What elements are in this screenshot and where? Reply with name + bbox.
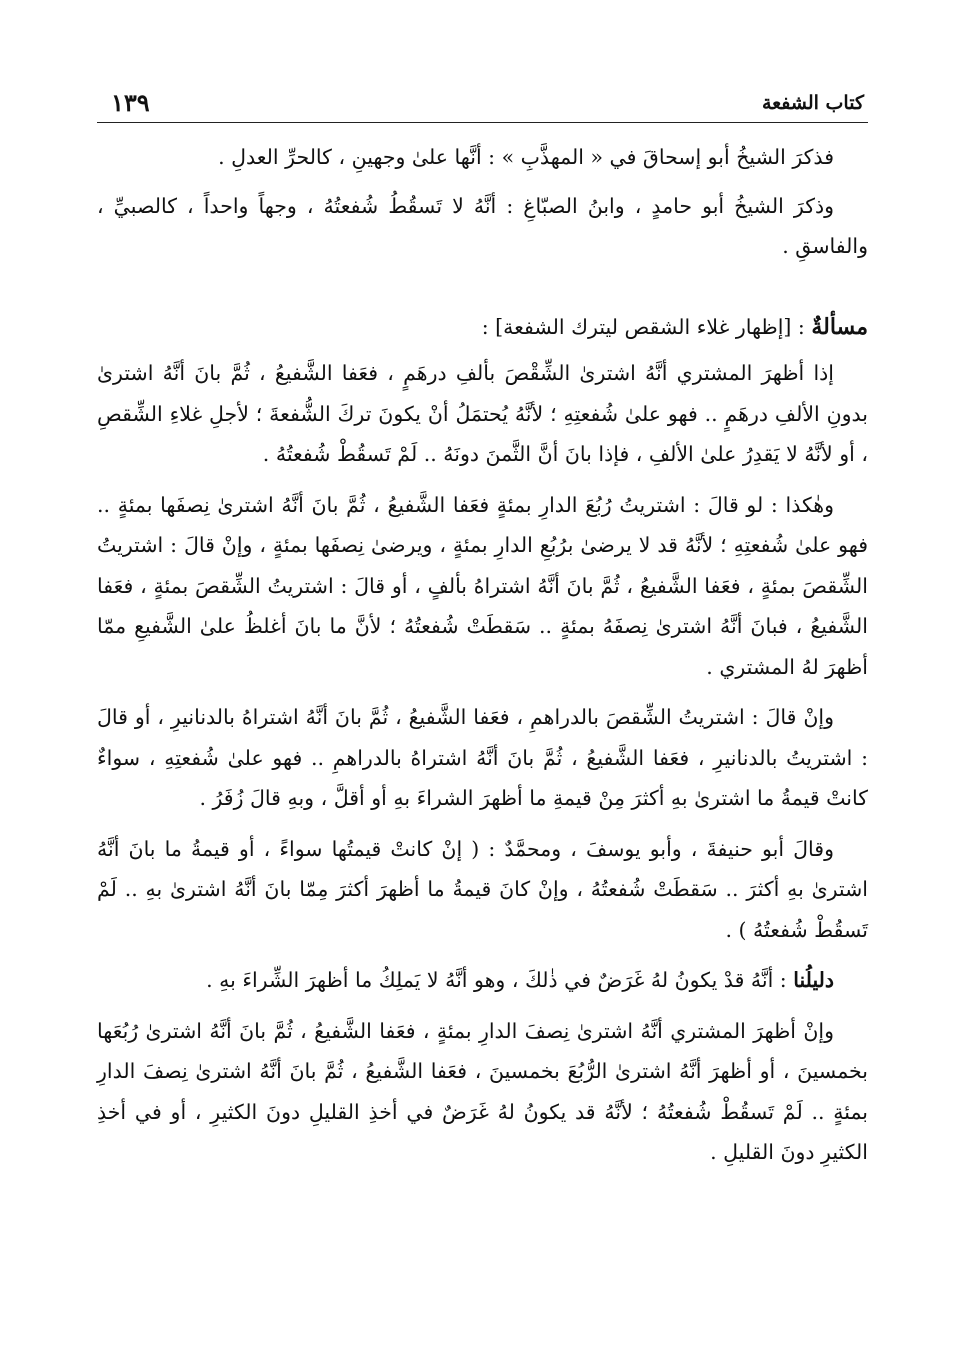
page-header [97,88,868,123]
issue-heading [97,307,868,348]
proof-paragraph [97,960,868,1001]
paragraph-3: إذا أظهرَ المشتري أنَّهُ اشترىٰ الشِّقْصَ بألفِ درهَمٍ ، فعَفا الشَّفيعُ ، ثُمَّ بانَ أنَّهُ اشترىٰ بدونِ الألفِ درهَمٍ .. فهو علىٰ شُفعتِهِ ؛ لأنَّهُ يُحتمَلُ أنْ يكونَ تركَ الشُّفعةَ ؛ لأجلِ غلاءِ الشِّقصِ ، أو لأنَّهُ لا يَقدِرُ علىٰ الألفِ ، فإذا بانَ أنَّ الثَّمنَ دونَهُ .. لَمْ تَسقُطْ شُفعتُهُ . [97,361,868,466]
chapter-title: كتاب الشفعة [761,92,864,114]
paragraph-5: وإنْ قالَ : اشتريتُ الشِّقصَ بالدراهمِ ، فعَفا الشَّفيعُ ، ثُمَّ بانَ أنَّهُ اشتراهُ بالدنانيرِ ، أو قالَ : اشتريتُ بالدنانيرِ ، فعَفا الشَّفيعُ ، ثُمَّ بانَ أنَّهُ اشتراهُ بالدراهمِ .. فهو علىٰ شُفعتِهِ ، سواءٌ كانتْ قيمةُ ما اشترىٰ بهِ أكثرَ مِنْ قيمةِ ما أظهرَ الشراءَ بهِ أو أقلَّ ، وبهِ قالَ زُفَرُ . [97,705,868,810]
page-number: ١٣٩ [111,88,150,117]
page-body [97,137,868,1183]
issue-label: مسألةٌ [811,313,868,340]
paragraph-1: فذكرَ الشيخُ أبو إسحاقَ في « المهذَّبِ » : أنَّها علىٰ وجهينِ ، كالحرِّ العدلِ . [218,145,834,169]
paragraph-6: وقالَ أبو حنيفةَ ، وأبو يوسفَ ، ومحمَّدٌ : ( إنْ كانتْ قيمتُها سواءً ، أو قيمةُ ما بانَ أنَّهُ اشترىٰ بهِ أكثرَ .. سَقطَتْ شُفعتُهُ ، وإنْ كانَ قيمةُ ما أظهرَ أكثرَ مِمّا بانَ أنَّهُ اشترىٰ بهِ .. لَمْ تَسقُطْ شُفعتُهُ ) . [97,836,868,942]
paragraph-2: وذكرَ الشيخُ أبو حامدٍ ، وابنُ الصبّاغِ : أنَّهُ لا تَسقُطُ شُفعتُهُ ، وجهاً واحداً ، كالصبيِّ ، والفاسقِ . [97,193,868,258]
paragraph-4: وهٰكذا : لو قالَ : اشتريتُ رُبُعَ الدارِ بمئةٍ فعَفا الشَّفيعُ ، ثُمَّ بانَ أنَّهُ اشترىٰ نِصفَها بمئةٍ .. فهو علىٰ شُفعتِهِ ؛ لأنَّهُ قد لا يرضىٰ برُبُعِ الدارِ بمئةٍ ، ويرضىٰ نِصفَها بمئةٍ ، وإنْ قالَ : اشتريتُ الشِّقصَ بمئةٍ ، فعَفا الشَّفيعُ ، ثُمَّ بانَ أنَّهُ اشتراهُ بألفٍ ، أو قالَ : اشتريتُ الشِّقصَ بمئةٍ ، فعَفا الشَّفيعُ ، فبانَ أنَّهُ اشترىٰ نِصفَهُ بمئةٍ .. سَقطَتْ شُفعتُهُ ؛ لأنَّ ما بانَ أغلظُ علىٰ الشَّفيعِ ممّا أظهرَ لهُ المشتري . [97,492,868,679]
issue-title: : [إظهار غلاء الشقص ليترك الشفعة] : [481,314,812,339]
paragraph-7: وإنْ أظهرَ المشتري أنَّهُ اشترىٰ نِصفَ الدارِ بمئةٍ ، فعَفا الشَّفيعُ ، ثُمَّ بانَ أنَّهُ اشترىٰ رُبُعَها بخمسينَ ، أو أظهرَ أنَّهُ اشترىٰ الرُّبُعَ بخمسينَ ، فعَفا الشَّفيعُ ، ثُمَّ بانَ أنَّهُ اشترىٰ نِصفَ الدارِ بمئةٍ .. لَمْ تَسقُطْ شُفعتُهُ ؛ لأنَّهُ قد يكونُ لهُ غَرَضٌ في أخذِ القليلِ دونَ الكثيرِ ، أو في أخذِ الكثيرِ دونَ القليلِ . [97,1018,868,1164]
proof-label: دليلُنا [793,968,834,992]
proof-text: : أنَّهُ قدْ يكونُ لهُ غَرَضٌ في ذٰلكَ ، وهو أنَّهُ لا يَملِكُ ما أظهرَ الشِّراءَ بهِ . [206,968,794,992]
